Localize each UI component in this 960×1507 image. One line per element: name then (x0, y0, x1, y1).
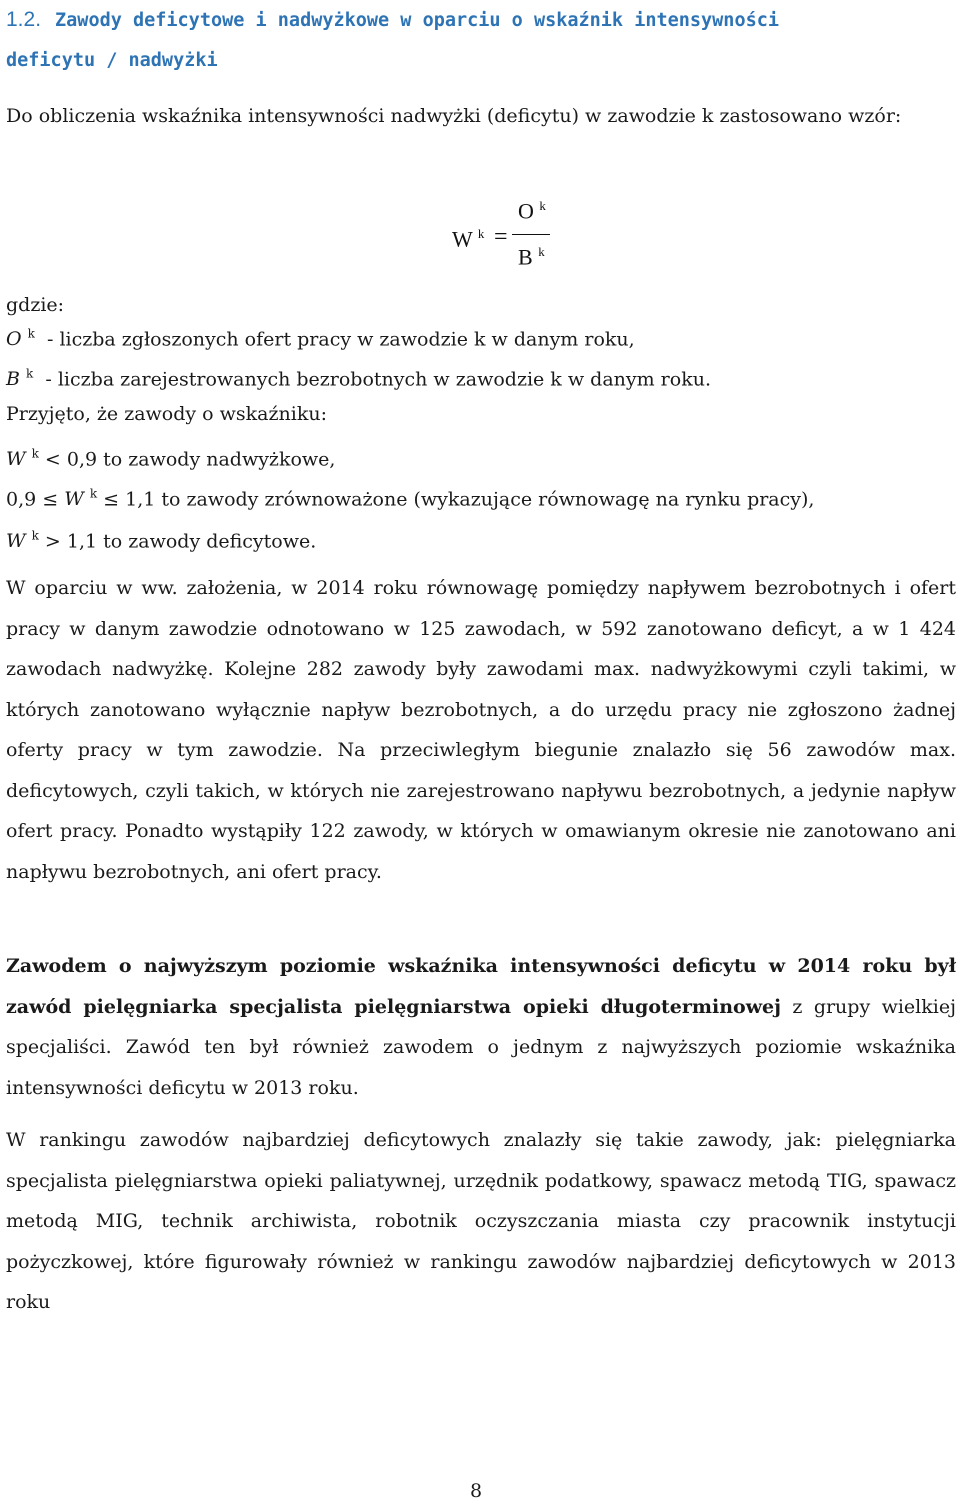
section-heading (6, 0, 956, 81)
formula (446, 196, 566, 276)
definition-b-text: - liczba zarejestrowanych bezrobotnych w zawodzie k w danym roku. (45, 368, 711, 391)
fraction-bar (512, 234, 550, 235)
gdzie-label: gdzie: (6, 294, 65, 316)
rule-deficytowe: W $^k$ > 1,1 to zawody deficytowe. (6, 529, 317, 553)
paragraph-ranking: W rankingu zawodów najbardziej deficytowych znalazły się takie zawody, jak: pielęgniarka specjalista pielęgniarstwa opieki paliatywnej, urzędnik podatkowy, spawacz metodą TIG, spawacz metodą MIG, technik archiwista, robotnik oczyszczania miasta czy pracownik instytucji pożyczkowej, które figurowały również w rankingu zawodów najbardziej deficytowych w 2013 roku (6, 1129, 956, 1313)
definition-o-text: - liczba zgłoszonych ofert pracy w zawodzie k w danym roku, (47, 328, 635, 351)
formula-numerator: O $^k$ (518, 198, 546, 224)
formula-w: W $^k$ (452, 226, 485, 252)
przyjeto-text: Przyjęto, że zawody o wskaźniku: (6, 403, 327, 425)
symbol-b: B $^k$ (6, 367, 34, 391)
paragraph-highest-deficit: Zawodem o najwyższym poziomie wskaźnika intensywności deficytu w 2014 roku był zawód pielęgniarka specjalista pielęgniarstwa opieki długoterminowej z grupy wielkiej specjaliści. Zawód ten był również zawodem o jednym z najwyższych poziomie wskaźnika intensywności deficytu w 2013 roku. (6, 955, 956, 1099)
definition-o (6, 314, 635, 359)
symbol-o: O $^k$ (6, 327, 35, 351)
formula-denominator: B $^k$ (518, 244, 545, 270)
rule-nadwyzkowe: W $^k$ < 0,9 to zawody nadwyżkowe, (6, 447, 336, 471)
rule-zrownowazone: 0,9 ≤ W $^k$ ≤ 1,1 to zawody zrównoważone (wykazujące równowagę na rynku pracy), (6, 487, 815, 511)
heading-line1: Zawody deficytowe i nadwyżkowe w oparciu o wskaźnik intensywności (55, 10, 779, 31)
heading-line2: deficytu / nadwyżki (6, 50, 218, 71)
intro-paragraph: Do obliczenia wskaźnika intensywności nadwyżki (deficytu) w zawodzie k zastosowano wzór: (6, 105, 902, 127)
page-number: 8 (470, 1480, 483, 1502)
paragraph-analysis: W oparciu w ww. założenia, w 2014 roku równowagę pomiędzy napływem bezrobotnych i ofert pracy w danym zawodzie odnotowano w 125 zawodach, w 592 zanotowano deficyt, a w 1 424 zawodach nadwyżkę. Kolejne 282 zawody były zawodami max. nadwyżkowymi czyli takimi, w których zanotowano wyłącznie napływ bezrobotnych, a do urzędu pracy nie zgłoszono żadnej oferty pracy w tym zawodzie. Na przeciwległym biegunie znalazło się 56 zawodów max. deficytowych, czyli takich, w których nie zarejestrowano napływu bezrobotnych, a jedynie napływ ofert pracy. Ponadto wystąpiły 122 zawody, w których w omawianym okresie nie zanotowano ani napływu bezrobotnych, ani ofert pracy. (6, 577, 956, 883)
definition-b (6, 354, 711, 399)
formula-equals: = (494, 224, 508, 250)
section-number: 1.2. (6, 8, 42, 31)
highlight-bold: Zawodem o najwyższym poziomie wskaźnika intensywności deficytu w 2014 roku był zawód pielęgniarka specjalista pielęgniarstwa opieki długoterminowej (6, 955, 956, 1018)
